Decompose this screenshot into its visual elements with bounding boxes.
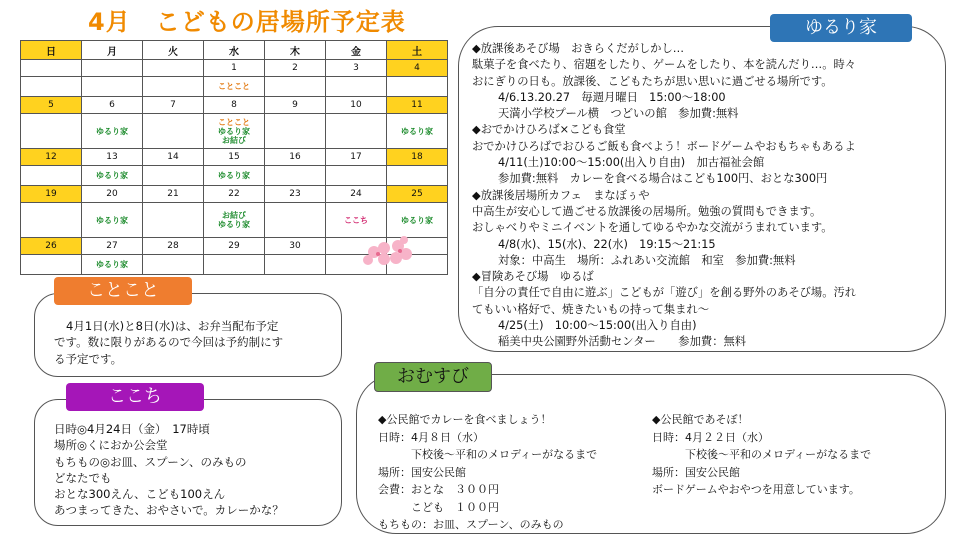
calendar-header-cell: 水 bbox=[204, 41, 265, 60]
calendar-event-cell bbox=[143, 114, 204, 149]
calendar-event: お結び bbox=[222, 135, 246, 145]
calendar-date-cell: 6 bbox=[82, 97, 143, 114]
kotokoto-label: ことこと bbox=[54, 277, 192, 305]
calendar-date-cell: 29 bbox=[204, 238, 265, 255]
calendar-event-cell bbox=[204, 77, 265, 97]
omusubi-line: 下校後～平和のメロディーがなるまで bbox=[652, 448, 872, 461]
calendar-event: ゆるり家 bbox=[96, 126, 128, 136]
calendar-date-cell: 27 bbox=[82, 238, 143, 255]
calendar-event-cell bbox=[265, 114, 326, 149]
calendar-event-cell bbox=[82, 77, 143, 97]
yururi-text bbox=[472, 41, 856, 351]
calendar-date-cell: 12 bbox=[21, 149, 82, 166]
calendar-header-cell: 木 bbox=[265, 41, 326, 60]
calendar-date-cell: 7 bbox=[143, 97, 204, 114]
yururi-line: 「自分の責任で自由に遊ぶ」こどもが「遊び」を創る野外のあそび場。汚れ bbox=[472, 286, 857, 300]
calendar-event-cell bbox=[143, 77, 204, 97]
yururi-line: ◆放課後居場所カフェ まなぼぅや bbox=[472, 188, 650, 202]
yururi-line: 4/8(水)、15(水)、22(水) 19:15～21:15 bbox=[498, 237, 716, 251]
calendar-header-cell: 金 bbox=[326, 41, 387, 60]
calendar-date-cell: 9 bbox=[265, 97, 326, 114]
calendar-date-cell: 16 bbox=[265, 149, 326, 166]
calendar-date-cell: 11 bbox=[387, 97, 448, 114]
omusubi-line: ◆公民館でカレーを食べましょう！ bbox=[378, 413, 552, 426]
calendar-date-cell: 21 bbox=[143, 186, 204, 203]
calendar-date-cell: 22 bbox=[204, 186, 265, 203]
calendar-event-cell bbox=[204, 114, 265, 149]
calendar-event-cell bbox=[265, 77, 326, 97]
calendar-event-cell bbox=[387, 77, 448, 97]
calendar-date-cell bbox=[21, 60, 82, 77]
calendar-event: ゆるり家 bbox=[96, 215, 128, 225]
calendar-date-cell: 26 bbox=[21, 238, 82, 255]
calendar-event-cell bbox=[387, 114, 448, 149]
calendar-header-cell: 土 bbox=[387, 41, 448, 60]
omusubi-line: ボードゲームやおやつを用意しています。 bbox=[652, 483, 860, 496]
omusubi-line: 下校後～平和のメロディーがなるまで bbox=[378, 448, 598, 461]
calendar-event: ゆるり家 bbox=[218, 126, 250, 136]
yururi-line: 中高生が安心して過ごせる放課後の居場所。勉強の質問もできます。 bbox=[472, 204, 822, 218]
calendar-event-cell bbox=[82, 203, 143, 238]
calendar-event: ここち bbox=[344, 215, 368, 225]
calendar-header-cell: 月 bbox=[82, 41, 143, 60]
calendar-date-cell: 19 bbox=[21, 186, 82, 203]
calendar-event-cell bbox=[21, 114, 82, 149]
calendar-event-cell bbox=[82, 114, 143, 149]
calendar-event: ことこと bbox=[218, 82, 250, 91]
calendar-event-cell bbox=[21, 203, 82, 238]
omusubi-right-text bbox=[652, 411, 871, 499]
calendar-event-cell bbox=[204, 166, 265, 186]
omusubi-line: 会費：おとな ３００円 bbox=[378, 483, 499, 496]
yururi-line: おにぎりの日も。放課後、こどもたちが思い思いに過ごせる場所です。 bbox=[472, 74, 833, 88]
page-title: 4月 こどもの居場所予定表 bbox=[88, 8, 406, 36]
omusubi-label: おむすび bbox=[374, 362, 492, 392]
omusubi-line: 日時：4月８日（水） bbox=[378, 430, 484, 444]
calendar-date-cell: 3 bbox=[326, 60, 387, 77]
calendar-date-cell: 24 bbox=[326, 186, 387, 203]
calendar-event-cell bbox=[326, 114, 387, 149]
calendar-event-cell bbox=[143, 166, 204, 186]
calendar-event-cell bbox=[204, 203, 265, 238]
yururi-label: ゆるり家 bbox=[770, 14, 912, 42]
yururi-line: 4/25(土) 10:00～15:00(出入り自由) bbox=[498, 319, 697, 333]
omusubi-left-text bbox=[378, 411, 597, 534]
kokochi-label: ここち bbox=[66, 383, 204, 411]
omusubi-line: ◆公民館であそぼ！ bbox=[652, 413, 749, 426]
calendar-event-cell bbox=[265, 255, 326, 275]
calendar-event-cell bbox=[387, 203, 448, 238]
calendar-event: ゆるり家 bbox=[401, 215, 433, 225]
calendar-date-cell: 28 bbox=[143, 238, 204, 255]
calendar-date-cell: 15 bbox=[204, 149, 265, 166]
calendar-date-cell: 20 bbox=[82, 186, 143, 203]
calendar-event: ゆるり家 bbox=[96, 260, 128, 269]
yururi-line: ◆放課後あそび場 おきらくだがしかし… bbox=[472, 42, 685, 55]
calendar-event: ゆるり家 bbox=[218, 171, 250, 180]
calendar-date-cell: 2 bbox=[265, 60, 326, 77]
calendar-date-cell: 18 bbox=[387, 149, 448, 166]
calendar-event-cell bbox=[143, 203, 204, 238]
calendar-date-cell: 30 bbox=[265, 238, 326, 255]
calendar-date-cell bbox=[143, 60, 204, 77]
calendar-event-cell bbox=[387, 166, 448, 186]
calendar-event-cell bbox=[143, 255, 204, 275]
calendar-event-cell bbox=[204, 255, 265, 275]
yururi-line: 駄菓子を食べたり、宿題をしたり、ゲームをしたり、本を読んだり…。時々 bbox=[472, 58, 857, 72]
yururi-line: おしゃべりやミニイベントを通してゆるやかな交流がうまれています。 bbox=[472, 221, 833, 235]
calendar-date-cell: 10 bbox=[326, 97, 387, 114]
yururi-line: 参加費:無料 カレーを食べる場合はこども100円、おとな300円 bbox=[498, 172, 828, 186]
yururi-line: 4/11(土)10:00～15:00(出入り自由) 加古福祉会館 bbox=[498, 156, 765, 170]
omusubi-line: 場所：国安公民館 bbox=[652, 465, 740, 479]
calendar-event-cell bbox=[82, 255, 143, 275]
calendar-date-cell: 17 bbox=[326, 149, 387, 166]
calendar-date-cell: 14 bbox=[143, 149, 204, 166]
pink-flowers-icon bbox=[360, 234, 416, 268]
yururi-line: ◆冒険あそび場 ゆるば bbox=[472, 270, 594, 284]
omusubi-line: 日時：4月２２日（水） bbox=[652, 430, 769, 444]
calendar-date-cell: 25 bbox=[387, 186, 448, 203]
omusubi-line: 場所：国安公民館 bbox=[378, 465, 466, 479]
calendar-date-cell bbox=[82, 60, 143, 77]
calendar-event: ゆるり家 bbox=[218, 220, 250, 229]
calendar-event-cell bbox=[326, 77, 387, 97]
calendar-date-cell: 1 bbox=[204, 60, 265, 77]
calendar-date-cell: 13 bbox=[82, 149, 143, 166]
calendar-event-cell bbox=[326, 203, 387, 238]
yururi-line: ◆おでかけひろば×こども食堂 bbox=[472, 123, 626, 137]
calendar-event-cell bbox=[82, 166, 143, 186]
yururi-line: おでかけひろばでおひるご飯も食べよう！ボードゲームやおもちゃもあるよ bbox=[472, 139, 856, 153]
calendar-event-cell bbox=[326, 166, 387, 186]
calendar-event: お結び bbox=[222, 211, 246, 220]
calendar-event: ゆるり家 bbox=[401, 126, 433, 136]
calendar-event: ことこと bbox=[218, 117, 250, 127]
calendar-event-cell bbox=[21, 77, 82, 97]
calendar-date-cell: 4 bbox=[387, 60, 448, 77]
calendar-event-cell bbox=[265, 166, 326, 186]
calendar-event-cell bbox=[21, 166, 82, 186]
yururi-line: 対象：中高生 場所：ふれあい交流館 和室 参加費:無料 bbox=[498, 253, 796, 267]
calendar-event: ゆるり家 bbox=[96, 171, 128, 180]
calendar-event-cell bbox=[21, 255, 82, 275]
yururi-line: てもいい格好で、焼きたいもの持って集まれ～ bbox=[472, 302, 710, 316]
calendar-header-cell: 日 bbox=[21, 41, 82, 60]
kotokoto-text: 4月1日(水)と8日(水)は、お弁当配布予定 です。数に限りがあるので今回は予約制にす る予定です。 bbox=[54, 319, 284, 366]
kokochi-text: 日時◎4月24日（金） 17時頃 場所◎くにおか公会堂 もちもの◎お皿、スプーン、のみもの どなたでも おとな300えん、こども100えん あつまってきた、おやさいで。カレーかな？ bbox=[54, 422, 284, 518]
yururi-line: 稲美中央公園野外活動センター 参加費：無料 bbox=[498, 335, 747, 349]
yururi-line: 4/6.13.20.27 毎週月曜日 15:00～18:00 bbox=[498, 90, 726, 104]
yururi-line: 天満小学校プール横 つどいの館 参加費:無料 bbox=[498, 107, 739, 121]
omusubi-line: もちもの：お皿、スプーン、のみもの bbox=[378, 518, 564, 531]
calendar-event-cell bbox=[265, 203, 326, 238]
calendar-date-cell: 23 bbox=[265, 186, 326, 203]
calendar-date-cell: 8 bbox=[204, 97, 265, 114]
calendar-date-cell: 5 bbox=[21, 97, 82, 114]
omusubi-line: こども １００円 bbox=[378, 500, 499, 514]
calendar-header-cell: 火 bbox=[143, 41, 204, 60]
